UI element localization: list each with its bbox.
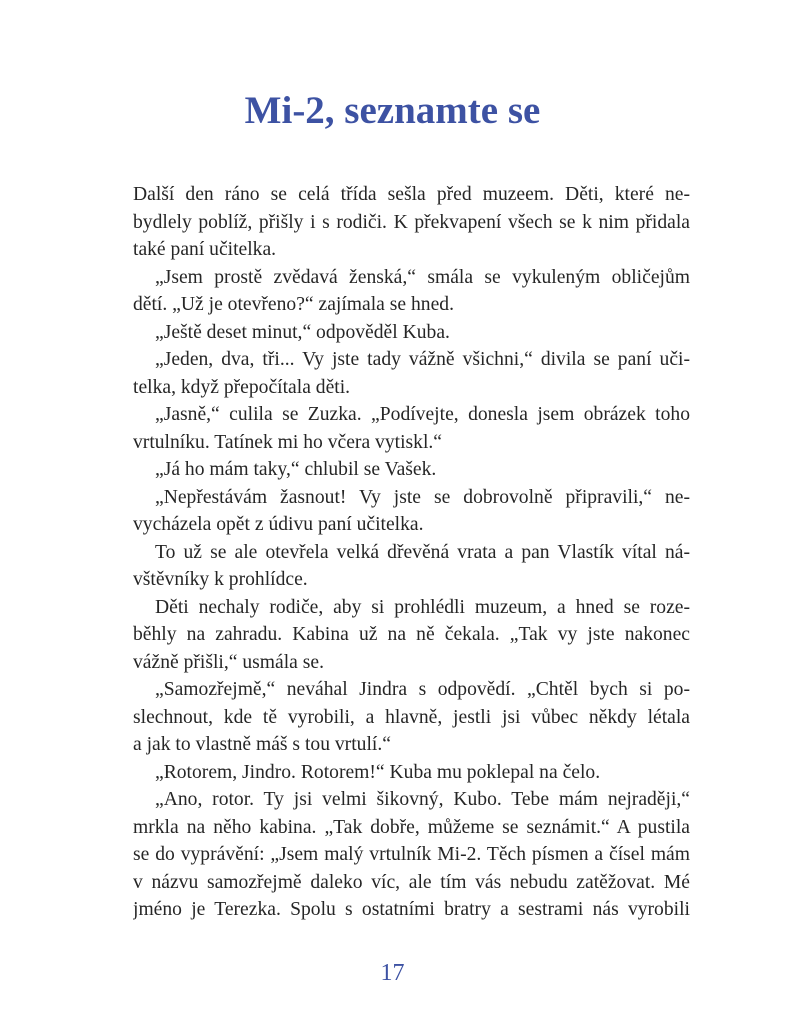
text-line: „Ano, rotor. Ty jsi velmi šikovný, Kubo. Tebe mám nejraději,“ [155, 789, 690, 810]
text-line: také paní učitelka. [133, 239, 277, 260]
text-line: vrtulníku. Tatínek mi ho včera vytiskl.“ [133, 431, 442, 453]
text-line: „Samozřejmě,“ neváhal Jindra s odpovědí. „Chtěl bych si po- [155, 679, 690, 700]
text-line: telka, když přepočítala děti. [133, 376, 351, 398]
text-line: „Rotorem, Jindro. Rotorem!“ Kuba mu poklepal na čelo. [155, 761, 601, 783]
text-line: a jak to vlastně máš s tou vrtulí.“ [133, 734, 391, 755]
text-line: v názvu samozřejmě daleko víc, ale tím vás nebudu zatěžovat. Mé [133, 871, 690, 893]
text-line: „Jsem prostě zvědavá ženská,“ smála se vykuleným obličejům [155, 266, 690, 288]
text-line: vycházela opět z údivu paní učitelka. [133, 514, 424, 535]
chapter-title: Mi-2, seznamte se [244, 89, 541, 132]
text-line: dětí. „Už je otevřeno?“ zajímala se hned. [133, 294, 454, 315]
text-line: běhly na zahradu. Kabina už na ně čekala. „Tak vy jste nakonec [133, 624, 690, 645]
text-line: „Já ho mám taky,“ chlubil se Vašek. [155, 459, 437, 480]
text-line: To už se ale otevřela velká dřevěná vrata a pan Vlastík vítal ná- [155, 541, 690, 563]
text-line: Děti nechaly rodiče, aby si prohlédli muzeum, a hned se roze- [155, 596, 690, 618]
text-line: „Jeden, dva, tři... Vy jste tady vážně všichni,“ divila se paní uči- [155, 349, 690, 370]
text-line: „Jasně,“ culila se Zuzka. „Podívejte, donesla jsem obrázek toho [155, 404, 690, 425]
body-text [133, 181, 690, 924]
text-line: vážně přišli,“ usmála se. [133, 651, 324, 673]
text-line: slechnout, kde tě vyrobili, a hlavně, jestli jsi vůbec někdy létala [133, 706, 690, 728]
text-line: bydlely poblíž, přišly i s rodiči. K překvapení všech se k nim přidala [133, 211, 690, 233]
text-line: se do vyprávění: „Jsem malý vrtulník Mi-2. Těch písmen a čísel mám [133, 844, 690, 865]
text-line: Další den ráno se celá třída sešla před muzeem. Děti, které ne- [133, 184, 690, 205]
text-line: „Ještě deset minut,“ odpověděl Kuba. [155, 321, 450, 343]
text-line: vštěvníky k prohlídce. [133, 569, 308, 590]
text-line: mrkla na něho kabina. „Tak dobře, můžeme se seznámit.“ A pustila [133, 816, 690, 838]
page-number: 17 [380, 960, 405, 986]
text-line: jméno je Terezka. Spolu s ostatními bratry a sestrami nás vyrobili [133, 899, 690, 920]
text-line: „Nepřestávám žasnout! Vy jste se dobrovolně připravili,“ ne- [155, 486, 690, 508]
